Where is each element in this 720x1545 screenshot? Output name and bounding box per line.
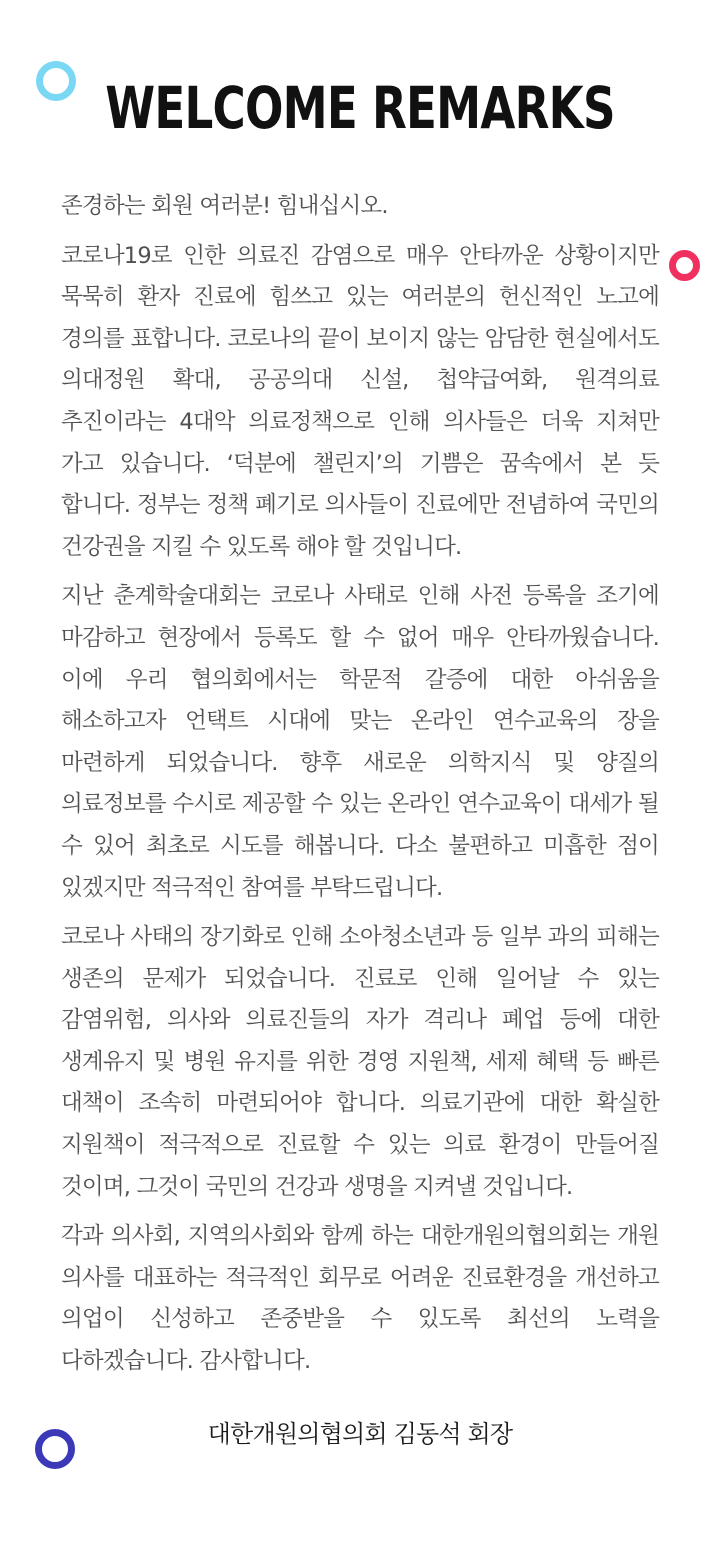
decorative-ring-cyan bbox=[36, 61, 76, 101]
signature: 대한개원의협의회 김동석 회장 bbox=[207, 1420, 513, 1448]
body-paragraph: 지난 춘계학술대회는 코로나 사태로 인해 사전 등록을 조기에 마감하고 현장에서 등록도 할 수 없어 매우 안타까웠습니다. 이에 우리 협의회에서는 학문적 갈증에 대한 아쉬움을 해소하고자 언택트 시대에 맞는 온라인 연수교육의 장을 마련하게 되었습니다. 향후 새로운 의학지식 및 양질의 의료정보를 수시로 제공할 수 있는 온라인 연수교육이 대세가 될 수 있어 최초로 시도를 해봅니다. 다소 불편하고 미흡한 점이 있겠지만 적극적인 참여를 부탁드립니다. bbox=[61, 583, 659, 901]
page-title: WELCOME REMARKS bbox=[105, 74, 615, 142]
body-paragraph: 코로나19로 인한 의료진 감염으로 매우 안타까운 상황이지만 묵묵히 환자 진료에 힘쓰고 있는 여러분의 헌신적인 노고에 경의를 표합니다. 코로나의 끝이 보이지 않는 암담한 현실에서도 의대정원 확대, 공공의대 신설, 첩약급여화, 원격의료 추진이라는 4대악 의료정책으로 인해 의사들은 더욱 지쳐만 가고 있습니다. ‘덕분에 챌린지’의 기쁨은 꿈속에서 본 듯 합니다. 정부는 정책 폐기로 의사들이 진료에만 전념하여 국민의 건강권을 지킬 수 있도록 해야 할 것입니다. bbox=[61, 242, 659, 560]
closing-paragraph: 각과 의사회, 지역의사회와 함께 하는 대한개원의협의회는 개원 의사를 대표하는 적극적인 회무로 어려운 진료환경을 개선하고 의업이 신성하고 존중받을 수 있도록 최선의 노력을 다하겠습니다. 감사합니다. bbox=[61, 1223, 659, 1375]
decorative-ring-pink bbox=[669, 250, 700, 281]
body-paragraph: 코로나 사태의 장기화로 인해 소아청소년과 등 일부 과의 피해는 생존의 문제가 되었습니다. 진료로 인해 일어날 수 있는 감염위험, 의사와 의료진들의 자가 격리나 폐업 등에 대한 생계유지 및 병원 유지를 위한 경영 지원책, 세제 혜택 등 빠른 대책이 조속히 마련되어야 합니다. 의료기관에 대한 확실한 지원책이 적극적으로 진료할 수 있는 의료 환경이 만들어질 것이며, 그것이 국민의 건강과 생명을 지켜낼 것입니다. bbox=[61, 924, 659, 1200]
remarks-body bbox=[61, 186, 659, 1391]
greeting-paragraph: 존경하는 회원 여러분! 힘내십시오. bbox=[61, 193, 388, 219]
